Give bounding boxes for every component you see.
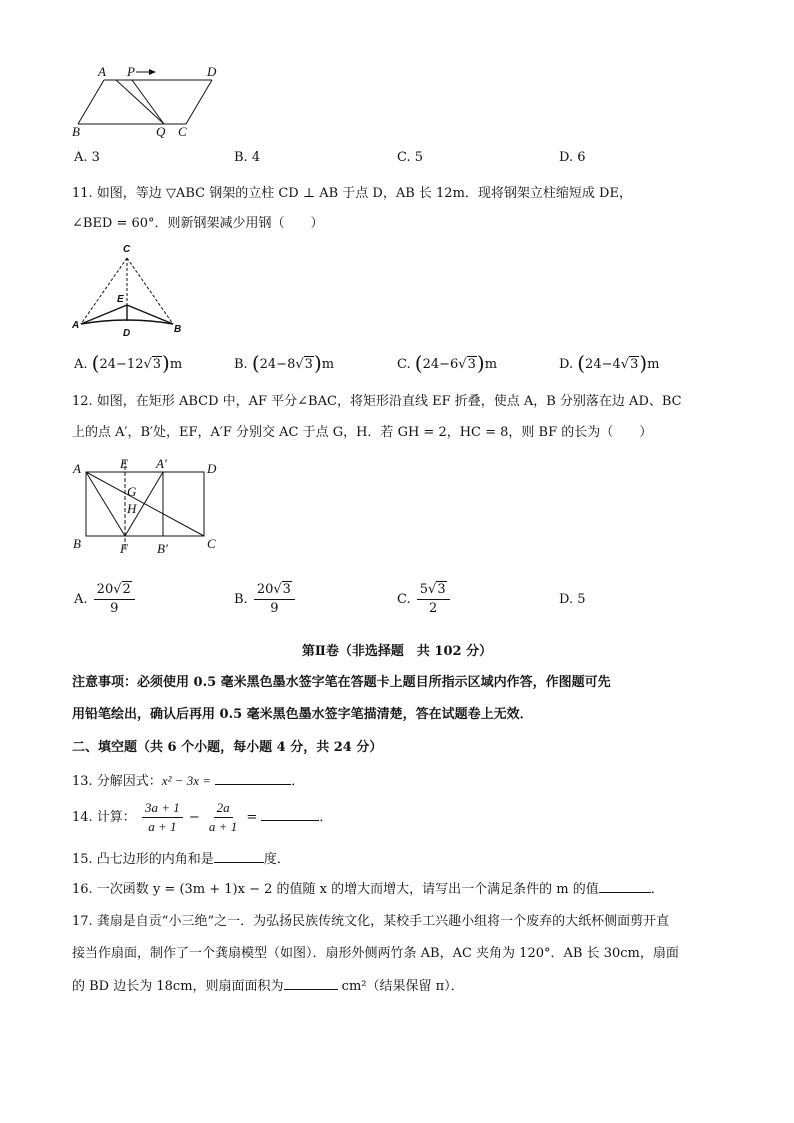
q11-option-a: A. (24−12√3)m [74, 351, 183, 375]
q11-text-line2: ∠BED = 60°．则新钢架减少用钢（ ） [72, 216, 324, 231]
q12-label-h: H [127, 501, 137, 516]
q10-option-b: B. 4 [234, 150, 261, 165]
q17-line2: 接当作扇面，制作了一个龚扇模型（如图）．扇形外侧两竹条 AB，AC 夹角为 120°．AB 长 30cm，扇面 [72, 946, 679, 961]
q10-label-c: C [178, 124, 187, 139]
q11-option-b: B. (24−8√3)m [234, 351, 335, 375]
q10-option-d: D. 6 [559, 150, 586, 165]
q10-label-a: A [98, 64, 106, 79]
q10-label-d: D [207, 64, 217, 79]
q10-label-b: B [72, 124, 80, 139]
q10-option-c: C. 5 [397, 150, 424, 165]
q11-label-c: C [123, 244, 131, 255]
q13: 13. 分解因式：x² − 3x = ． [72, 773, 305, 789]
part2-notice-line2: 用铅笔绘出，确认后再用 0.5 毫米黑色墨水签字笔描清楚，答在试题卷上无效． [72, 707, 533, 722]
q12-option-b: B. $\frac{20√3}{9}$ [234, 582, 297, 617]
q11-figure [68, 238, 188, 338]
q15-answer-blank[interactable] [214, 862, 264, 863]
q17-line1: 17. 龚扇是自贡“小三绝”之一．为弘扬民族传统文化，某校手工兴趣小组将一个废弃的大纸杯侧面剪开直 [72, 914, 670, 929]
q12-label-b-prime: B′ [157, 541, 168, 556]
q11-option-c: C. (24−6√3)m [397, 351, 498, 375]
q10-figure [70, 62, 230, 140]
q14: 14. 计算： $\frac{3a + 1}{a + 1}$ − $\frac{2a}{a + 1}$ = ． [72, 800, 333, 834]
q14-answer-blank[interactable] [261, 820, 319, 821]
q12-text-line1: 12. 如图，在矩形 ABCD 中，AF 平分∠BAC，将矩形沿直线 EF 折叠，使点 A，B 分别落在边 AD、BC [72, 394, 682, 409]
q12-option-a: A. $\frac{20√2}{9}$ [74, 582, 137, 617]
q16: 16. 一次函数 y = (3m + 1)x − 2 的值随 x 的增大而增大，请写出一个满足条件的 m 的值 ． [72, 882, 664, 897]
q17-answer-blank[interactable] [284, 989, 338, 990]
q12-label-a: A [73, 461, 81, 476]
q12-option-c: C. $\frac{5√3}{2}$ [397, 582, 452, 617]
q12-option-d: D. 5 [559, 592, 586, 607]
q13-answer-blank[interactable] [215, 784, 291, 785]
q12-label-g: G [127, 484, 137, 499]
q12-label-c: C [207, 536, 216, 551]
part2-title: 第Ⅱ卷（非选择题 共 102 分） [301, 644, 493, 659]
part2-notice-line1: 注意事项：必须使用 0.5 毫米黑色墨水签字笔在答题卡上题目所指示区域内作答，作图题可先 [72, 675, 611, 690]
section-fill-in-title: 二、填空题（共 6 个小题，每小题 4 分，共 24 分） [72, 740, 383, 755]
q16-answer-blank[interactable] [599, 892, 651, 893]
q15: 15. 凸七边形的内角和是 度． [72, 852, 290, 867]
q12-text-line2: 上的点 A′，B′处，EF，A′F 分别交 AC 于点 G，H．若 GH = 2，HC = 8，则 BF 的长为（ ） [72, 425, 653, 440]
q12-label-a-prime: A′ [156, 456, 167, 471]
q12-label-b: B [73, 536, 81, 551]
q10-label-p: P [127, 64, 135, 79]
q11-label-a: A [72, 320, 80, 331]
q11-label-e: E [117, 294, 124, 305]
q11-label-b: B [174, 324, 182, 335]
q12-label-d: D [207, 461, 217, 476]
q12-figure [68, 452, 228, 558]
q11-option-d: D. (24−4√3)m [559, 351, 660, 375]
q10-label-q: Q [156, 124, 166, 139]
q17-line3: 的 BD 边长为 18cm，则扇面面积为 cm²（结果保留 π）． [72, 979, 464, 994]
q12-label-e: E [120, 456, 128, 471]
q12-label-f: F [120, 541, 128, 556]
q11-label-d: D [123, 328, 131, 338]
q11-text-line1: 11. 如图，等边 ▽ABC 钢架的立柱 CD ⊥ AB 于点 D，AB 长 12m．现将钢架立柱缩短成 DE， [72, 186, 632, 201]
q10-option-a: A. 3 [74, 150, 100, 165]
